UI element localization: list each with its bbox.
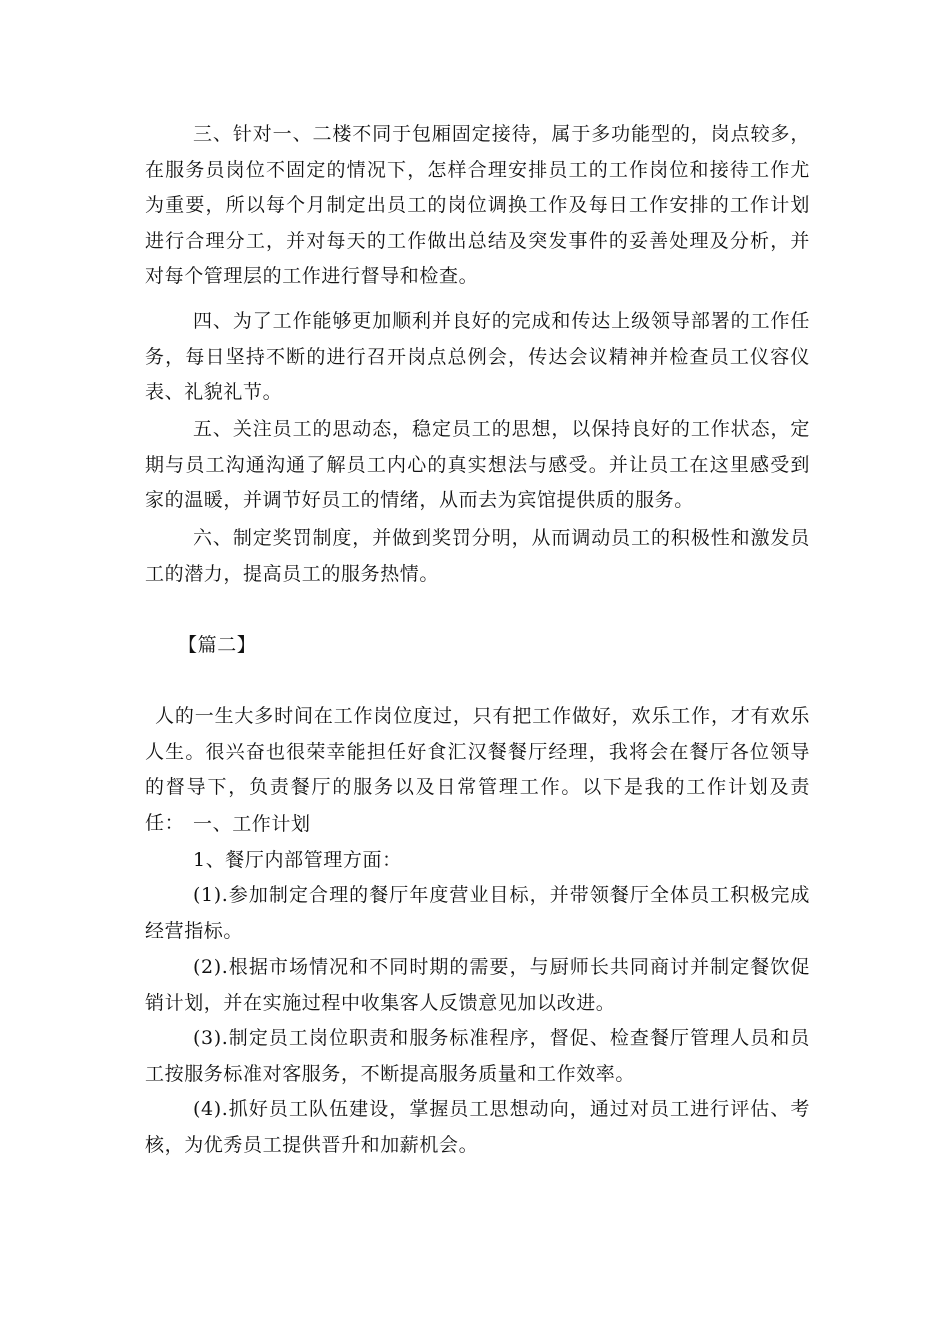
- paragraph-six: 六、制定奖罚制度，并做到奖罚分明，从而调动员工的积极性和激发员工的潜力，提高员工的服务热情。: [145, 527, 810, 585]
- paragraph-five: 五、关注员工的思动态，稳定员工的思想，以保持良好的工作状态，定期与员工沟通沟通了解员工内心的真实想法与感受。并让员工在这里感受到家的温暖，并调节好员工的情绪，从而去为宾馆提供质的服务。: [145, 418, 810, 511]
- intro-paragraph: 人的一生大多时间在工作岗位度过，只有把工作做好，欢乐工作，才有欢乐人生。很兴奋也很荣幸能担任好食汇汉餐餐厅经理，我将会在餐厅各位领导的督导下，负责餐厅的服务以及日常管理工作。以下是我的工作计划及责任：: [145, 705, 810, 834]
- plan-item-1: (1).参加制定合理的餐厅年度营业目标，并带领餐厅全体员工积极完成经营指标。: [145, 884, 810, 942]
- plan-item-4: (4).抓好员工队伍建设，掌握员工思想动向，通过对员工进行评估、考核，为优秀员工提供晋升和加薪机会。: [145, 1098, 810, 1156]
- work-plan-heading: 一、工作计划: [193, 813, 311, 835]
- section-heading: 【篇二】: [178, 634, 257, 656]
- paragraph-three: 三、针对一、二楼不同于包厢固定接待，属于多功能型的，岗点较多，在服务员岗位不固定的情况下，怎样合理安排员工的工作岗位和接待工作尤为重要，所以每个月制定出员工的岗位调换工作及每日工作安排的工作计划进行合理分工，并对每天的工作做出总结及突发事件的妥善处理及分析，并对每个管理层的工作进行督导和检查。: [145, 123, 810, 287]
- internal-management-heading: 1、餐厅内部管理方面：: [193, 849, 402, 871]
- paragraph-four: 四、为了工作能够更加顺利并良好的完成和传达上级领导部署的工作任务，每日坚持不断的进行召开岗点总例会，传达会议精神并检查员工仪容仪表、礼貌礼节。: [145, 310, 810, 403]
- plan-item-3: (3).制定员工岗位职责和服务标准程序，督促、检查餐厅管理人员和员工按服务标准对客服务，不断提高服务质量和工作效率。: [145, 1027, 810, 1085]
- plan-item-2: (2).根据市场情况和不同时期的需要，与厨师长共同商讨并制定餐饮促销计划，并在实施过程中收集客人反馈意见加以改进。: [145, 956, 810, 1014]
